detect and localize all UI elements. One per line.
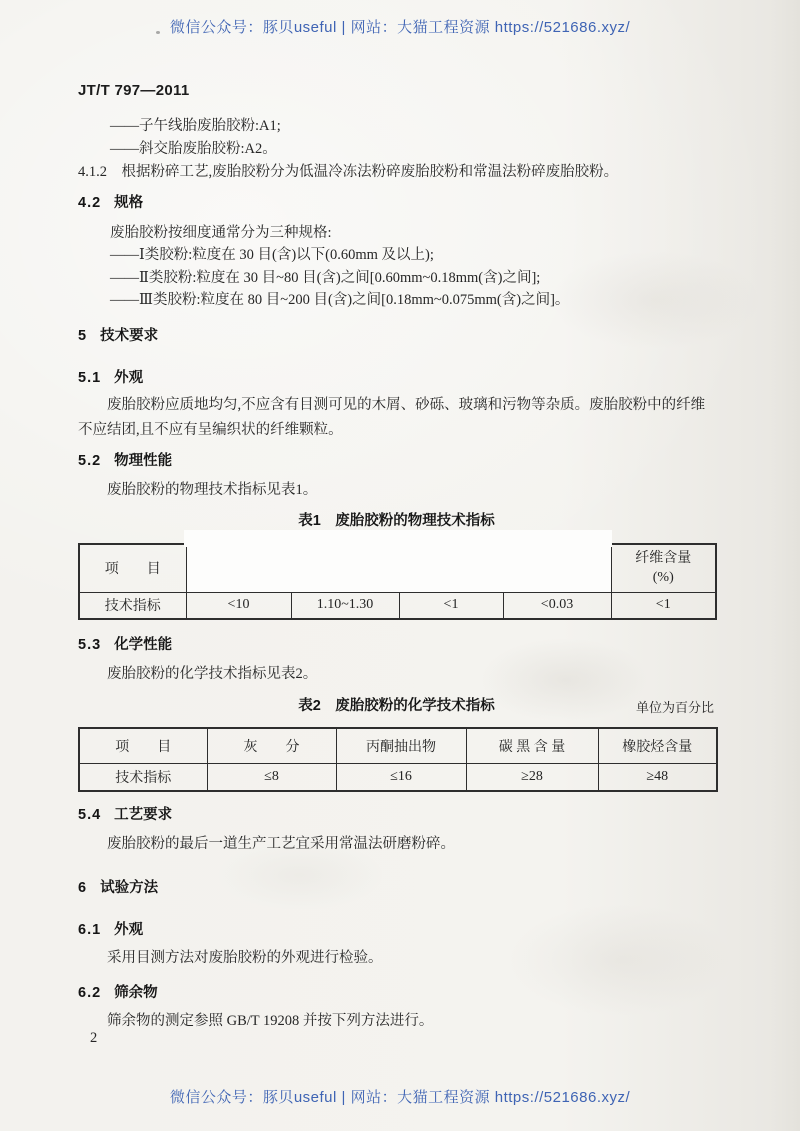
table1-value-3: <1	[399, 592, 503, 619]
heading-4-2	[78, 191, 143, 212]
table2-value-4: ≥48	[598, 763, 717, 791]
spec-item-2: ——Ⅱ类胶粉:粒度在 30 目~80 目(含)之间[0.60mm~0.18mm(含)之间];	[110, 270, 541, 286]
table2-header-rubber-hydrocarbon: 橡胶烃含量	[598, 728, 717, 763]
dash-item-radial: ——子午线胎废胎胶粉:A1;	[110, 118, 281, 134]
heading-number: 4.2	[78, 195, 102, 211]
table2-value-1: ≤8	[207, 763, 336, 791]
heading-title: 技术要求	[100, 328, 159, 344]
heading-title: 工艺要求	[114, 807, 173, 823]
watermark-top: 微信公众号：豚贝useful | 网站：大猫工程资源 https://521686.xyz/	[169, 19, 631, 36]
paragraph-5-2: 废胎胶粉的物理技术指标见表1。	[107, 482, 318, 498]
heading-6-1	[78, 918, 143, 939]
heading-6-2	[78, 981, 158, 1002]
watermark-bottom: 微信公众号：豚贝useful | 网站：大猫工程资源 https://521686.xyz/	[169, 1089, 631, 1106]
table1-caption: 表1 废胎胶粉的物理技术指标	[298, 513, 495, 529]
table2-value-3: ≥28	[466, 763, 598, 791]
heading-number: 5.4	[78, 807, 102, 823]
heading-number: 6.1	[78, 922, 102, 938]
heading-title: 外观	[114, 922, 144, 938]
table2-header-carbon-black: 碳 黑 含 量	[466, 728, 598, 763]
table2	[78, 727, 718, 792]
heading-number: 6.2	[78, 985, 102, 1001]
doc-number: JT/T 797—2011	[78, 82, 190, 99]
heading-6	[78, 876, 158, 897]
heading-title: 外观	[114, 370, 144, 386]
table2-row-label: 技术指标	[79, 763, 207, 791]
table2-header-item: 项 目	[79, 728, 207, 763]
paragraph-5-3: 废胎胶粉的化学技术指标见表2。	[107, 666, 318, 682]
scan-speck	[156, 31, 160, 34]
heading-title: 化学性能	[114, 637, 173, 653]
table1-header-fiber-content	[611, 544, 716, 592]
page-number: 2	[90, 1030, 98, 1046]
heading-title: 筛余物	[114, 985, 158, 1001]
table1-header-redacted	[186, 544, 611, 592]
heading-number: 5.1	[78, 370, 102, 386]
heading-5-2	[78, 449, 172, 470]
paragraph-5-4: 废胎胶粉的最后一道生产工艺宜采用常温法研磨粉碎。	[107, 836, 455, 852]
table1-row-label: 技术指标	[79, 592, 186, 619]
table1-header-fiber-line1: 纤维含量	[635, 551, 692, 567]
heading-title: 试验方法	[100, 880, 159, 896]
heading-title: 规格	[114, 195, 144, 211]
table1	[78, 543, 717, 620]
heading-5	[78, 324, 158, 345]
spec-item-3: ——Ⅲ类胶粉:粒度在 80 目~200 目(含)之间[0.18mm~0.075mm(含)之间]。	[110, 292, 570, 308]
spec-item-1: ——Ⅰ类胶粉:粒度在 30 目(含)以下(0.60mm 及以上);	[110, 247, 434, 263]
heading-number: 6	[78, 880, 88, 896]
spec-intro: 废胎胶粉按细度通常分为三种规格:	[110, 225, 332, 241]
table1-value-5: <1	[611, 592, 716, 619]
paragraph-6-2: 筛余物的测定参照 GB/T 19208 并按下列方法进行。	[107, 1013, 434, 1029]
redaction-box	[184, 530, 612, 547]
table2-caption: 表2 废胎胶粉的化学技术指标	[298, 698, 495, 714]
heading-number: 5	[78, 328, 88, 344]
table2-header-ash: 灰 分	[207, 728, 336, 763]
heading-title: 物理性能	[114, 453, 173, 469]
table2-value-2: ≤16	[336, 763, 466, 791]
heading-5-1	[78, 366, 143, 387]
dash-item-bias: ——斜交胎废胎胶粉:A2。	[110, 141, 277, 157]
paragraph-5-1: 废胎胶粉应质地均匀,不应含有目测可见的木屑、砂砾、玻璃和污物等杂质。废胎胶粉中的纤维不应结团,且不应有呈编织状的纤维颗粒。	[78, 397, 706, 438]
heading-number: 5.2	[78, 453, 102, 469]
table1-value-4: <0.03	[503, 592, 611, 619]
heading-number: 5.3	[78, 637, 102, 653]
table1-value-2: 1.10~1.30	[291, 592, 399, 619]
table1-header-item: 项 目	[79, 544, 186, 592]
clause-4-1-2: 4.1.2 根据粉碎工艺,废胎胶粉分为低温冷冻法粉碎废胎胶粉和常温法粉碎废胎胶粉。	[78, 164, 619, 180]
heading-5-3	[78, 633, 172, 654]
table1-value-1: <10	[186, 592, 291, 619]
heading-5-4	[78, 803, 172, 824]
table2-unit-label: 单位为百分比	[635, 700, 714, 715]
paragraph-6-1: 采用目测方法对废胎胶粉的外观进行检验。	[107, 950, 383, 966]
table1-header-fiber-line2: (%)	[652, 570, 674, 586]
table2-header-acetone-extract: 丙酮抽出物	[336, 728, 466, 763]
